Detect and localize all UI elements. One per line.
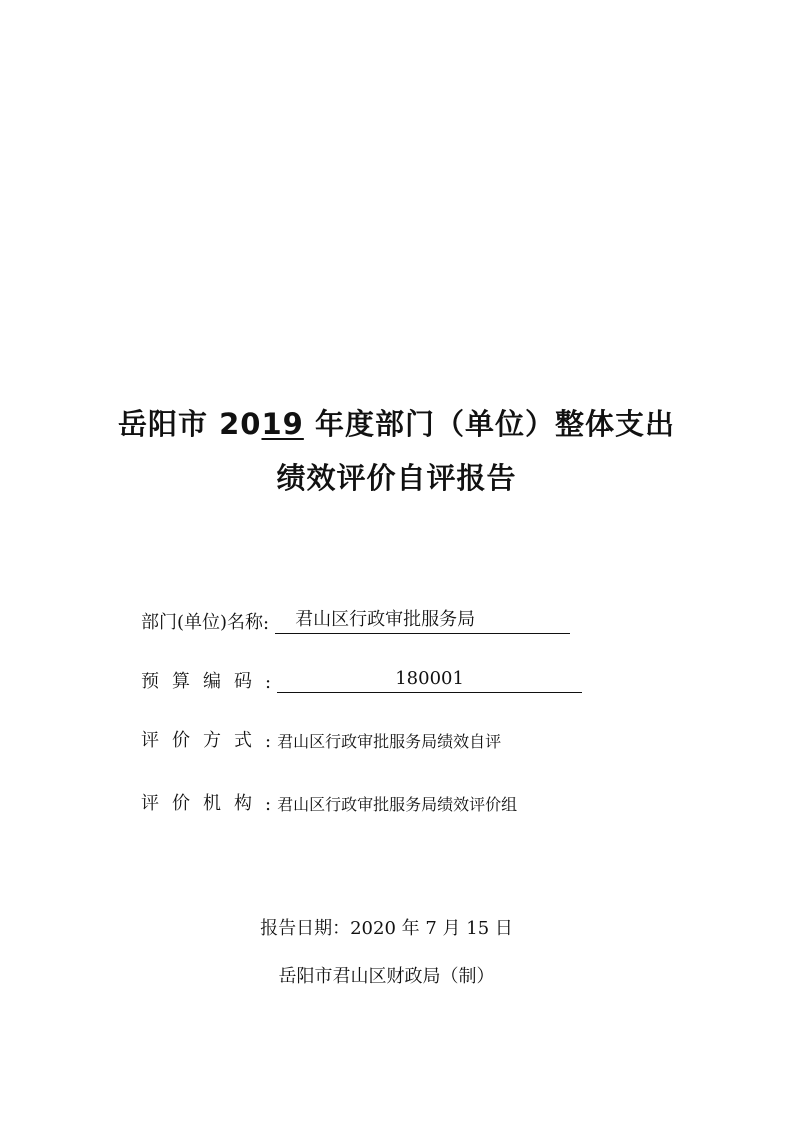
- budget-code-value: 180001: [277, 668, 582, 693]
- report-title-line-2: 绩效评价自评报告: [276, 461, 517, 495]
- budget-code-label: 预算编码: [141, 671, 265, 692]
- eval-org-value: 君山区行政审批服务局绩效评价组: [277, 795, 518, 814]
- eval-method-value: 君山区行政审批服务局绩效自评: [277, 732, 502, 751]
- eval-org-colon: :: [265, 794, 272, 815]
- eval-org-row: [141, 785, 517, 815]
- title-suffix: 年度部门（单位）整体支出: [303, 407, 675, 441]
- eval-org-label: 评价机构: [141, 793, 265, 814]
- unit-name-colon: :: [263, 613, 270, 634]
- title-year-underlined: 19: [261, 407, 304, 441]
- title-prefix: 岳阳市 20: [118, 407, 262, 441]
- eval-method-colon: :: [265, 731, 272, 752]
- unit-name-row: [141, 604, 570, 634]
- report-title-line-1: [0, 402, 793, 443]
- eval-method-row: [141, 722, 501, 752]
- eval-method-label: 评价方式: [141, 730, 265, 751]
- unit-name-label: 部门(单位)名称: [141, 612, 264, 633]
- issuer-line: 岳阳市君山区财政局（制）: [278, 966, 495, 987]
- unit-name-value: 君山区行政审批服务局: [275, 609, 570, 634]
- budget-code-row: [141, 663, 582, 693]
- budget-code-colon: :: [265, 672, 272, 693]
- report-date: 报告日期：2020 年 7 月 15 日: [260, 918, 513, 939]
